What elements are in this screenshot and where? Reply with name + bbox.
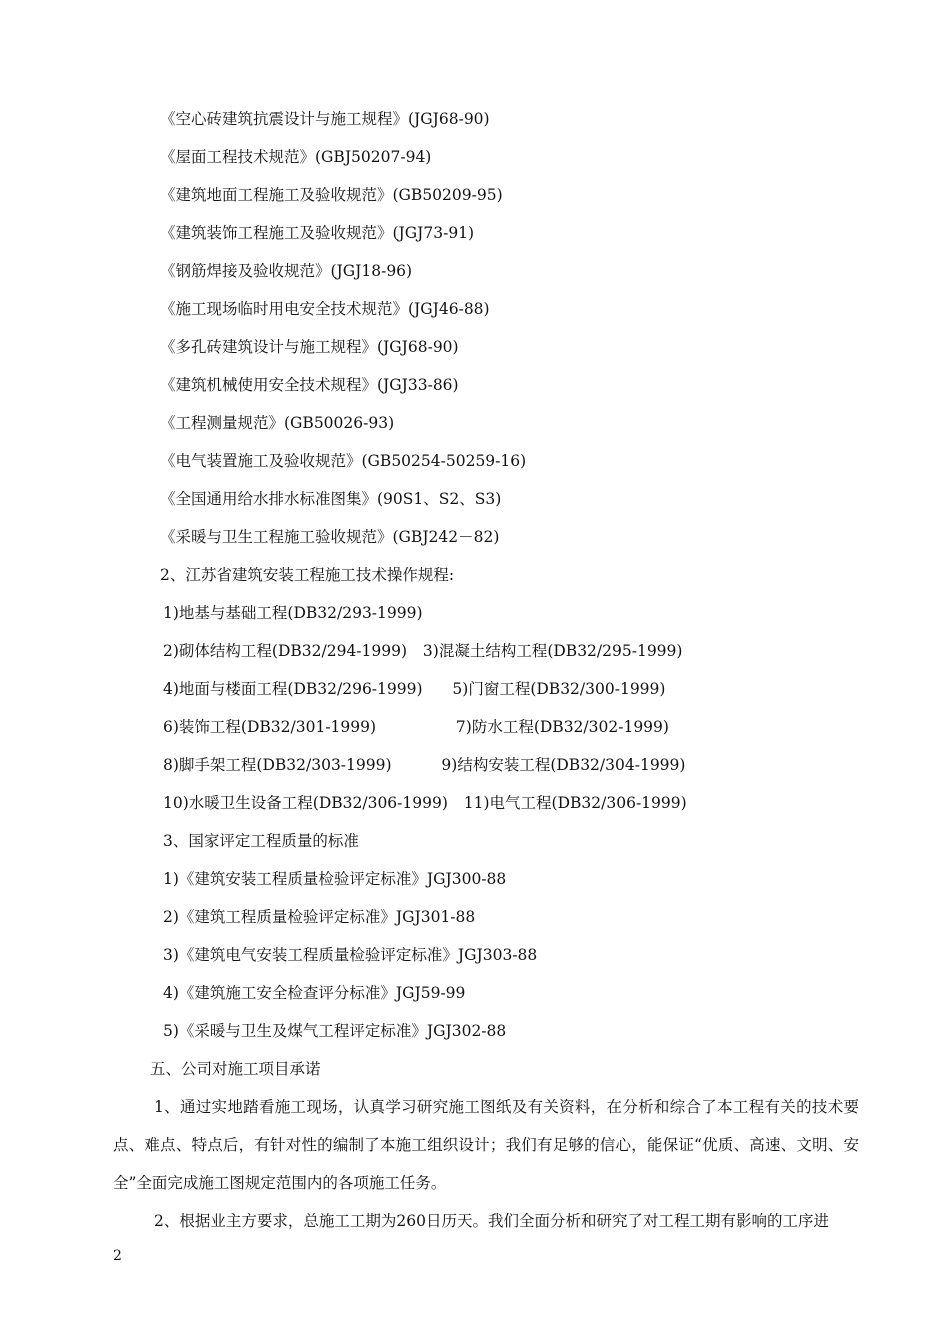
standard-item: 《建筑装饰工程施工及验收规范》(JGJ73-91): [160, 224, 475, 242]
regulation-row: [163, 641, 682, 661]
regulation-item: 5)门窗工程(DB32/300-1999): [452, 680, 666, 698]
commitment-paragraph: 2、根据业主方要求，总施工工期为260日历天。我们全面分析和研究了对工程工期有影响的工序进: [154, 1212, 829, 1230]
standard-item: 《采暖与卫生工程施工验收规范》(GBJ242－82): [160, 528, 500, 546]
regulation-row: [163, 793, 687, 813]
regulation-item: 6)装饰工程(DB32/301-1999): [163, 718, 377, 736]
quality-standard-item: 4)《建筑施工安全检查评分标准》JGJ59-99: [163, 984, 466, 1002]
regulation-item: 3)混凝土结构工程(DB32/295-1999): [422, 642, 683, 660]
section-heading: 3、国家评定工程质量的标准: [163, 832, 359, 850]
regulation-item: 1)地基与基础工程(DB32/293-1999): [163, 604, 423, 622]
regulation-row: [163, 755, 685, 775]
quality-standard-item: 2)《建筑工程质量检验评定标准》JGJ301-88: [163, 908, 476, 926]
regulation-item: 9)结构安装工程(DB32/304-1999): [441, 756, 686, 774]
commitment-paragraph: 1、通过实地踏看施工现场，认真学习研究施工图纸及有关资料，在分析和综合了本工程有关的技术要点、难点、特点后，有针对性的编制了本施工组织设计；我们有足够的信心，能保证“优质、高速、文明、安全”全面完成施工图规定范围内的各项施工任务。: [113, 1098, 859, 1192]
standard-item: 《全国通用给水排水标准图集》(90S1、S2、S3): [160, 490, 502, 508]
quality-standard-item: 1)《建筑安装工程质量检验评定标准》JGJ300-88: [163, 870, 507, 888]
regulation-item: 2)砌体结构工程(DB32/294-1999): [163, 642, 408, 660]
page-number: 2: [113, 1248, 122, 1264]
standard-item: 《施工现场临时用电安全技术规范》(JGJ46-88): [160, 300, 490, 318]
standard-item: 《钢筋焊接及验收规范》(JGJ18-96): [160, 262, 413, 280]
standard-item: 《建筑地面工程施工及验收规范》(GB50209-95): [160, 186, 503, 204]
regulation-item: 8)脚手架工程(DB32/303-1999): [163, 756, 392, 774]
regulation-item: 7)防水工程(DB32/302-1999): [455, 718, 669, 736]
quality-standard-item: 3)《建筑电气安装工程质量检验评定标准》JGJ303-88: [163, 946, 538, 964]
section-heading: 2、江苏省建筑安装工程施工技术操作规程:: [160, 566, 455, 584]
standard-item: 《电气装置施工及验收规范》(GB50254-50259-16): [160, 452, 527, 470]
standard-item: 《建筑机械使用安全技术规程》(JGJ33-86): [160, 376, 459, 394]
section-heading: 五、公司对施工项目承诺: [150, 1060, 321, 1078]
standard-item: 《多孔砖建筑设计与施工规程》(JGJ68-90): [160, 338, 459, 356]
standard-item: 《空心砖建筑抗震设计与施工规程》(JGJ68-90): [160, 110, 490, 128]
regulation-item: 11)电气工程(DB32/306-1999): [463, 794, 687, 812]
quality-standard-item: 5)《采暖与卫生及煤气工程评定标准》JGJ302-88: [163, 1022, 507, 1040]
standard-item: 《屋面工程技术规范》(GBJ50207-94): [160, 148, 432, 166]
regulation-item: 4)地面与楼面工程(DB32/296-1999): [163, 680, 423, 698]
standard-item: 《工程测量规范》(GB50026-93): [160, 414, 395, 432]
regulation-row: [163, 717, 669, 737]
regulation-row: [163, 679, 665, 699]
regulation-item: 10)水暖卫生设备工程(DB32/306-1999): [163, 794, 448, 812]
